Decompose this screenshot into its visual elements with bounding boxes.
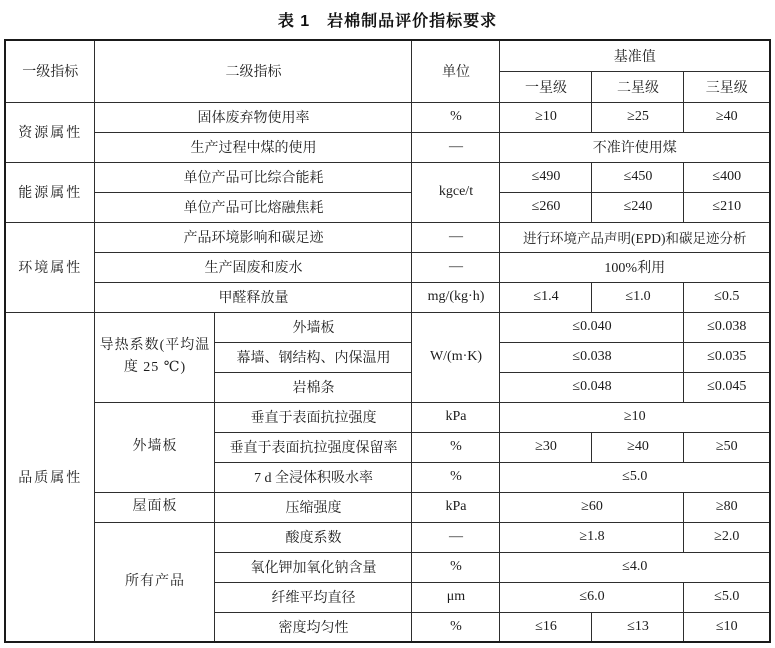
table-row	[5, 192, 770, 222]
value-cell-star1-2: ≥1.8	[500, 522, 684, 552]
subgroup-label-thermal: 导热系数(平均温度 25 ℃)	[95, 312, 215, 402]
table-row	[5, 132, 770, 162]
value-cell-star1-2: ≤6.0	[500, 582, 684, 612]
header-star1: 一星级	[500, 71, 592, 102]
indicator-cell: 纤维平均直径	[215, 582, 412, 612]
table-row	[5, 102, 770, 132]
header-level1-indicator: 一级指标	[5, 40, 95, 102]
indicator-cell: 7 d 全浸体积吸水率	[215, 462, 412, 492]
header-level2-indicator: 二级指标	[95, 40, 412, 102]
group-label-environment: 环境属性	[5, 222, 95, 312]
header-baseline-value: 基准值	[500, 40, 770, 71]
unit-cell: W/(m·K)	[412, 312, 500, 402]
subgroup-label-all-products: 所有产品	[95, 522, 215, 642]
value-cell-all-stars: 不准许使用煤	[500, 132, 770, 162]
value-cell-star3: ≥40	[684, 102, 770, 132]
table-row	[5, 222, 770, 252]
table-row	[5, 252, 770, 282]
value-cell-star3: ≥2.0	[684, 522, 770, 552]
value-cell-star2: ≤13	[592, 612, 684, 642]
group-label-resource: 资源属性	[5, 102, 95, 162]
value-cell-star3: ≤0.045	[684, 372, 770, 402]
indicator-cell: 压缩强度	[215, 492, 412, 522]
value-cell-star1: ≤490	[500, 162, 592, 192]
indicator-cell: 生产固废和废水	[95, 252, 412, 282]
value-cell-star3: ≥50	[684, 432, 770, 462]
value-cell-all-stars: ≤5.0	[500, 462, 770, 492]
value-cell-star1-2: ≤0.038	[500, 342, 684, 372]
unit-cell: %	[412, 552, 500, 582]
indicator-cell: 外墙板	[215, 312, 412, 342]
indicator-cell: 甲醛释放量	[95, 282, 412, 312]
table-row	[5, 312, 770, 342]
unit-cell: mg/(kg·h)	[412, 282, 500, 312]
value-cell-star1-2: ≤0.040	[500, 312, 684, 342]
value-cell-star2: ≥25	[592, 102, 684, 132]
unit-cell: —	[412, 132, 500, 162]
subgroup-label-exterior-wall: 外墙板	[95, 402, 215, 492]
value-cell-star2: ≤240	[592, 192, 684, 222]
indicator-cell: 幕墙、钢结构、内保温用	[215, 342, 412, 372]
indicator-cell: 垂直于表面抗拉强度	[215, 402, 412, 432]
value-cell-star1: ≤260	[500, 192, 592, 222]
unit-cell: %	[412, 612, 500, 642]
indicator-cell: 产品环境影响和碳足迹	[95, 222, 412, 252]
table-row	[5, 402, 770, 432]
value-cell-star1: ≤16	[500, 612, 592, 642]
value-cell-star3: ≤0.038	[684, 312, 770, 342]
unit-cell: kPa	[412, 402, 500, 432]
indicator-cell: 密度均匀性	[215, 612, 412, 642]
header-unit: 单位	[412, 40, 500, 102]
unit-cell: kgce/t	[412, 162, 500, 222]
value-cell-all-stars: 进行环境产品声明(EPD)和碳足迹分析	[500, 222, 770, 252]
value-cell-star3: ≤0.5	[684, 282, 770, 312]
indicator-cell: 酸度系数	[215, 522, 412, 552]
header-star3: 三星级	[684, 71, 770, 102]
value-cell-star3: ≥80	[684, 492, 770, 522]
unit-cell: %	[412, 432, 500, 462]
value-cell-star1: ≥30	[500, 432, 592, 462]
indicator-cell: 生产过程中煤的使用	[95, 132, 412, 162]
value-cell-star1-2: ≥60	[500, 492, 684, 522]
value-cell-all-stars: ≤4.0	[500, 552, 770, 582]
value-cell-star2: ≥40	[592, 432, 684, 462]
indicator-cell: 单位产品可比综合能耗	[95, 162, 412, 192]
value-cell-star3: ≤400	[684, 162, 770, 192]
value-cell-star1-2: ≤0.048	[500, 372, 684, 402]
indicator-table	[4, 39, 771, 643]
unit-cell: —	[412, 252, 500, 282]
group-label-energy: 能源属性	[5, 162, 95, 222]
unit-cell: —	[412, 222, 500, 252]
unit-cell: %	[412, 102, 500, 132]
header-star2: 二星级	[592, 71, 684, 102]
value-cell-all-stars: 100%利用	[500, 252, 770, 282]
indicator-cell: 氧化钾加氧化钠含量	[215, 552, 412, 582]
value-cell-star3: ≤5.0	[684, 582, 770, 612]
unit-cell: —	[412, 522, 500, 552]
group-label-quality: 品质属性	[5, 312, 95, 642]
indicator-cell: 单位产品可比熔融焦耗	[95, 192, 412, 222]
value-cell-star3: ≤0.035	[684, 342, 770, 372]
indicator-cell: 岩棉条	[215, 372, 412, 402]
unit-cell: kPa	[412, 492, 500, 522]
value-cell-star3: ≤210	[684, 192, 770, 222]
table-row	[5, 162, 770, 192]
table-row	[5, 522, 770, 552]
value-cell-all-stars: ≥10	[500, 402, 770, 432]
unit-cell: %	[412, 462, 500, 492]
table-row	[5, 282, 770, 312]
header-row-1	[5, 40, 770, 71]
value-cell-star1: ≥10	[500, 102, 592, 132]
subgroup-label-roof: 屋面板	[95, 492, 215, 522]
value-cell-star2: ≤1.0	[592, 282, 684, 312]
value-cell-star1: ≤1.4	[500, 282, 592, 312]
value-cell-star3: ≤10	[684, 612, 770, 642]
unit-cell: μm	[412, 582, 500, 612]
value-cell-star2: ≤450	[592, 162, 684, 192]
table-row	[5, 492, 770, 522]
indicator-cell: 固体废弃物使用率	[95, 102, 412, 132]
indicator-cell: 垂直于表面抗拉强度保留率	[215, 432, 412, 462]
table-title: 表 1 岩棉制品评价指标要求	[277, 13, 498, 30]
